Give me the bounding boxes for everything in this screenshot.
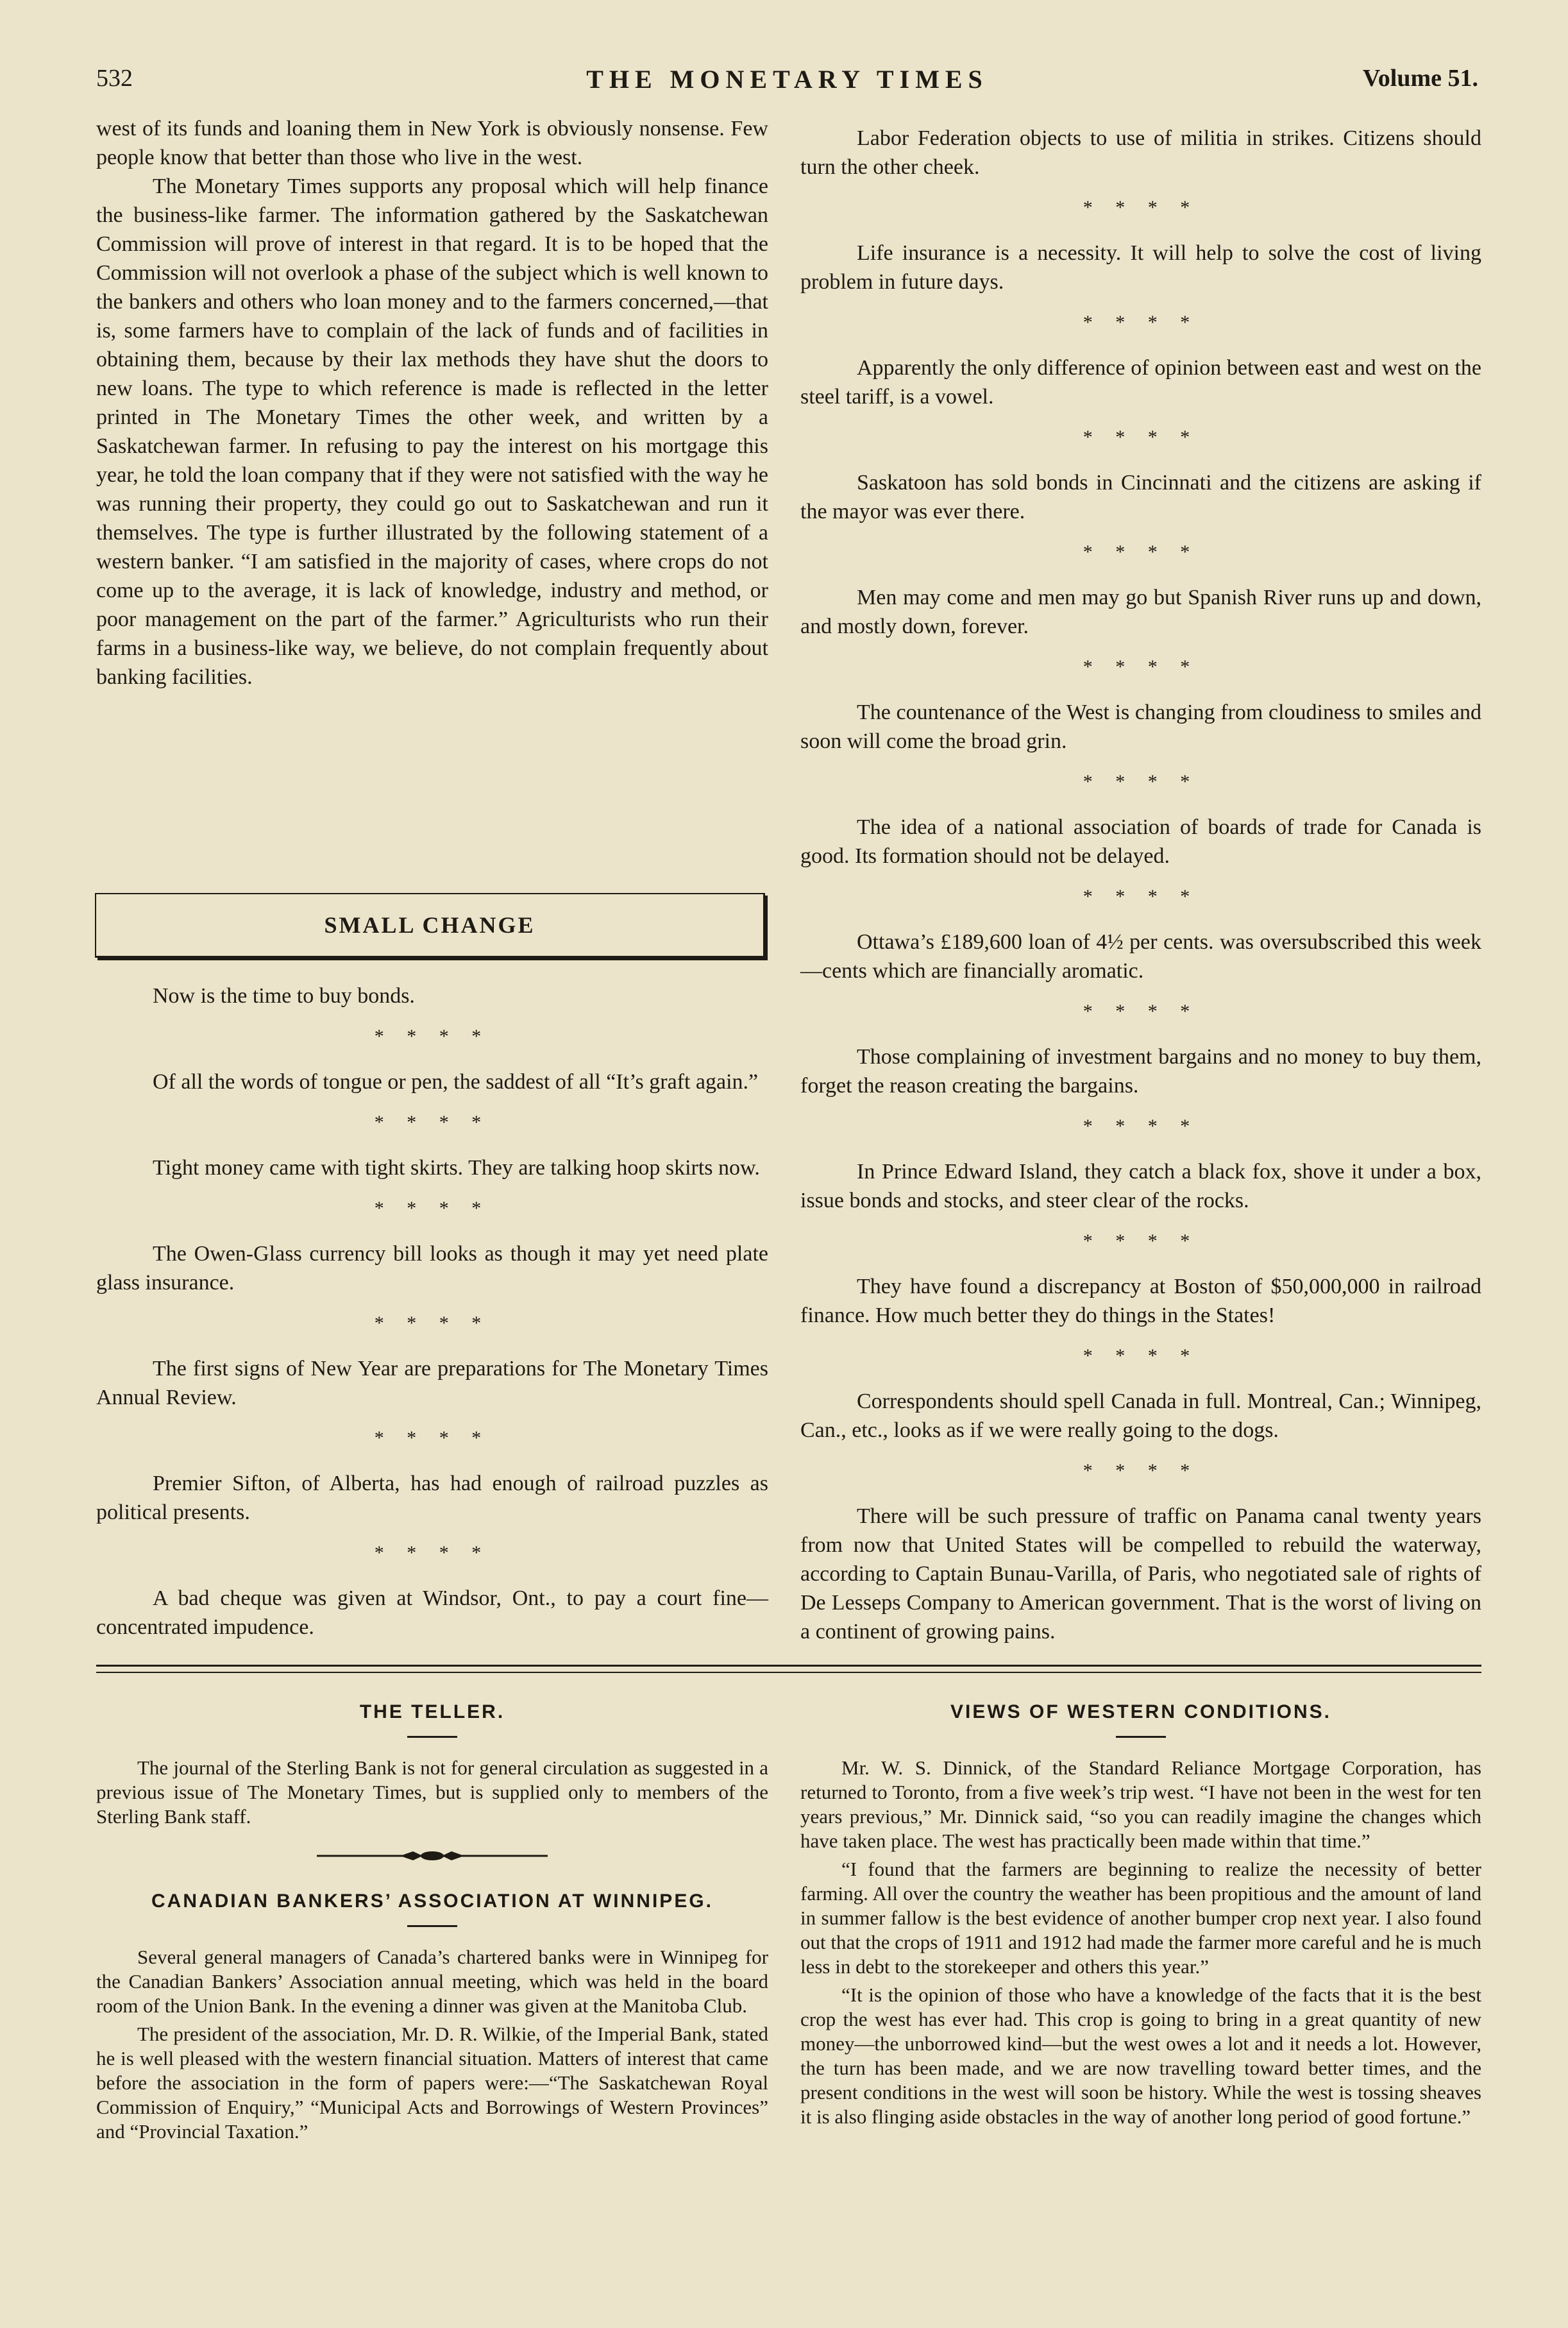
small-change-item: Correspondents should spell Canada in full. Montreal, Can.; Winnipeg, Can., etc., looks as if we were really going to the dogs.: [800, 1389, 1481, 1442]
small-change-item: Men may come and men may go but Spanish River runs up and down, and mostly down, forever.: [800, 586, 1481, 638]
bottom-right-column: [800, 1700, 1481, 2133]
bankers-heading: CANADIAN BANKERS’ ASSOCIATION AT WINNIPEG.: [151, 1890, 713, 1912]
small-change-item: The idea of a national association of boards of trade for Canada is good. Its formation should not be delayed.: [800, 815, 1481, 868]
heading-rule: [407, 1925, 457, 1927]
western-heading: VIEWS OF WESTERN CONDITIONS.: [950, 1701, 1331, 1722]
asterisk-separator: * * * *: [374, 1026, 491, 1047]
heading-rule: [407, 1736, 457, 1738]
small-change-right: [800, 124, 1481, 1646]
asterisk-separator: * * * *: [1083, 312, 1199, 333]
small-change-item: In Prince Edward Island, they catch a black fox, shove it under a box, issue bonds and stocks, and steer clear of the rocks.: [800, 1160, 1481, 1212]
bankers-paragraph: The president of the association, Mr. D. R. Wilkie, of the Imperial Bank, stated he is well pleased with the western financial situation. Matters of interest that came before the association in the form of papers were:—“The Saskatchewan Royal Commission of Enquiry,” “Municipal Acts and Borrowings of Western Provinces” and “Provincial Taxation.”: [96, 2023, 768, 2143]
small-change-item: The first signs of New Year are preparations for The Monetary Times Annual Review.: [96, 1357, 768, 1409]
asterisk-separator: * * * *: [1083, 197, 1199, 218]
small-change-item: Premier Sifton, of Alberta, has had enough of railroad puzzles as political presents.: [96, 1472, 768, 1524]
heading-rule: [1116, 1736, 1166, 1738]
western-paragraph: “I found that the farmers are beginning to realize the necessity of better farming. All over the country the weather has been propitious and the amount of land in summer fallow is the best evidence of another bumper crop next year. I also found out that the crops of 1911 and 1912 had made the farmer more careful and he is much less in debt to the storekeeper and others this year.”: [800, 1858, 1481, 1978]
journal-title: THE MONETARY TIMES: [586, 65, 988, 94]
small-change-left: [96, 981, 768, 1642]
bankers-paragraph: Several general managers of Canada’s chartered banks were in Winnipeg for the Canadian Bankers’ Association annual meeting, which was held in the board room of the Union Bank. In the evening a dinner was given at the Manitoba Club.: [96, 1946, 768, 2017]
asterisk-separator: * * * *: [374, 1427, 491, 1449]
asterisk-separator: * * * *: [1083, 1230, 1199, 1252]
western-paragraph: “It is the opinion of those who have a knowledge of the facts that it is the best crop the west has ever had. This crop is going to bring in a great quantity of new money—the unborrowed kind—but the west owes a lot and it needs a lot. However, the turn has been made, and we are now travelling toward better times, and the present conditions in the west will soon be history. While the west is tossing sheaves it is also flinging aside obstacles in the way of another long period of good fortune.”: [800, 1984, 1481, 2128]
volume-label: Volume 51.: [1362, 65, 1478, 92]
article-paragraph: west of its funds and loaning them in New York is obviously nonsense. Few people know that better than those who live in the west.: [96, 117, 768, 169]
small-change-item: The countenance of the West is changing from cloudiness to smiles and soon will come the broad grin.: [800, 701, 1481, 753]
asterisk-separator: * * * *: [1083, 541, 1199, 563]
bottom-left-column: [96, 1700, 768, 2148]
small-change-item: Labor Federation objects to use of militia in strikes. Citizens should turn the other cheek.: [800, 126, 1481, 179]
asterisk-separator: * * * *: [1083, 1001, 1199, 1022]
small-change-item: Tight money came with tight skirts. They are talking hoop skirts now.: [153, 1156, 760, 1180]
western-paragraph: Mr. W. S. Dinnick, of the Standard Reliance Mortgage Corporation, has returned to Toronto, from a five week’s trip west. “I have not been in the west for ten years previous,” Mr. Dinnick said, “so you can readily imagine the changes which have taken place. The west has practically been made within that time.”: [800, 1756, 1481, 1852]
page-number: 532: [96, 65, 133, 92]
small-change-item: Ottawa’s £189,600 loan of 4½ per cents. was oversubscribed this week—cents which are financially aromatic.: [800, 930, 1481, 983]
asterisk-separator: * * * *: [374, 1112, 491, 1133]
small-change-item: Life insurance is a necessity. It will help to solve the cost of living problem in future days.: [800, 241, 1481, 294]
teller-paragraph: The journal of the Sterling Bank is not for general circulation as suggested in a previous issue of The Monetary Times, but is supplied only to members of the Sterling Bank staff.: [96, 1756, 768, 1828]
small-change-title: SMALL CHANGE: [324, 912, 535, 938]
small-change-item: Saskatoon has sold bonds in Cincinnati and the citizens are asking if the mayor was ever there.: [800, 471, 1481, 523]
small-change-heading-box: [95, 893, 765, 958]
page-header: [96, 64, 1478, 103]
ornament-divider: [317, 1848, 548, 1864]
asterisk-separator: * * * *: [374, 1198, 491, 1219]
small-change-item: A bad cheque was given at Windsor, Ont., to pay a court fine—concentrated impudence.: [96, 1586, 768, 1639]
left-article: [96, 114, 768, 692]
asterisk-separator: * * * *: [1083, 1460, 1199, 1481]
small-change-item: The Owen-Glass currency bill looks as though it may yet need plate glass insurance.: [96, 1242, 768, 1295]
small-change-item: Of all the words of tongue or pen, the saddest of all “It’s graft again.”: [153, 1070, 759, 1094]
small-change-item: They have found a discrepancy at Boston of $50,000,000 in railroad finance. How much better they do things in the States!: [800, 1275, 1481, 1327]
small-change-item: Apparently the only difference of opinion between east and west on the steel tariff, is a vowel.: [800, 356, 1481, 409]
teller-heading: THE TELLER.: [359, 1701, 505, 1722]
small-change-item: There will be such pressure of traffic on Panama canal twenty years from now that United States will be compelled to rebuild the waterway, according to Captain Bunau-Varilla, of Paris, who negotiated sale of rights of De Lesseps Company to American government. That is the worst of living on a continent of growing pains.: [800, 1504, 1481, 1644]
asterisk-separator: * * * *: [1083, 886, 1199, 907]
small-change-item: Now is the time to buy bonds.: [153, 984, 415, 1008]
asterisk-separator: * * * *: [1083, 656, 1199, 677]
asterisk-separator: * * * *: [1083, 427, 1199, 448]
section-divider: [96, 1665, 1481, 1673]
asterisk-separator: * * * *: [374, 1542, 491, 1563]
asterisk-separator: * * * *: [374, 1313, 491, 1334]
article-paragraph: The Monetary Times supports any proposal which will help finance the business-like farmer. The information gathered by the Saskatchewan Commission will prove of interest in that regard. It is to be hoped that the Commission will not overlook a phase of the subject which is well known to the bankers and others who loan money and to the farmers concerned,—that is, some farmers have to complain of the lack of funds and of facilities in obtaining them, because by their lax methods they have shut the doors to new loans. The type to which reference is made is reflected in the letter printed in The Monetary Times the other week, and written by a Saskatchewan farmer. In refusing to pay the interest on his mortgage this year, he told the loan company that if they were not satisfied with the way he was running their property, they could go out to Saskatchewan and run it themselves. The type is further illustrated by the following statement of a western banker. “I am satisfied in the majority of cases, where crops do not come up to the average, it is lack of knowledge, industry and method, or poor management on the part of the farmer.” Agriculturists who run their farms in a business-like way, we believe, do not complain frequently about banking facilities.: [96, 174, 768, 689]
small-change-item: Those complaining of investment bargains and no money to buy them, forget the reason creating the bargains.: [800, 1045, 1481, 1098]
asterisk-separator: * * * *: [1083, 771, 1199, 792]
asterisk-separator: * * * *: [1083, 1345, 1199, 1366]
asterisk-separator: * * * *: [1083, 1116, 1199, 1137]
